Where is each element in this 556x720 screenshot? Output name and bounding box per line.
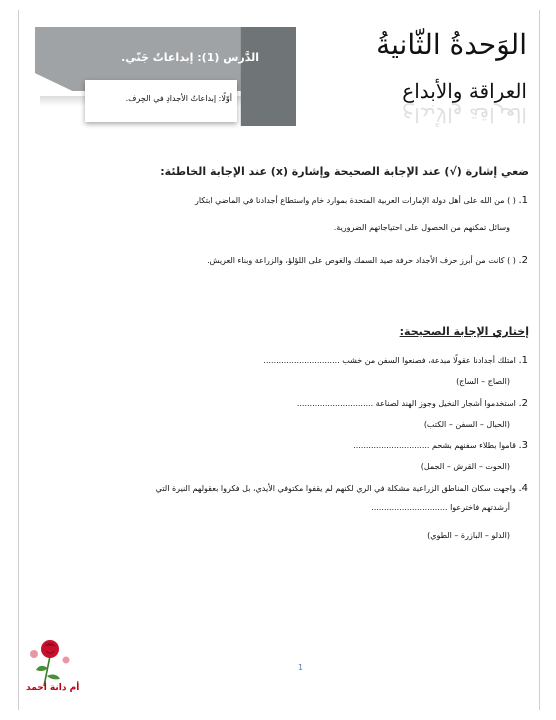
question-number: 3 [521, 440, 528, 451]
answer-paren[interactable]: ( ) [507, 196, 516, 205]
question-number: 2 [521, 255, 528, 266]
mc-question: 1. امتلك أجدادنا عقولًا مبدعة، فصنعوا السفن من خشب .............................. (الصاج – الساج) [263, 355, 528, 386]
section1-heading: ضعي إشارة (√) عند الإجابة الصحيحة وإشارة (x) عند الإجابة الخاطئة: [160, 165, 529, 178]
mc-question: 3. قاموا بطلاء سفنهم بشحم .............................. (الحوت – القرش – الجمل) [353, 440, 528, 471]
question-text: كانت من أبرز حرف الأجداد حرفة صيد السمك والغوص على اللؤلؤ، والزراعة وبناء العريش. [207, 256, 505, 265]
question-text-cont: أرشدتهم فاخترعوا .............................. [371, 503, 510, 512]
tf-question: 2. ( ) كانت من أبرز حرف الأجداد حرفة صيد السمك والغوص على اللؤلؤ، والزراعة وبناء العريش. [207, 255, 528, 266]
answer-paren[interactable]: ( ) [507, 256, 516, 265]
logo-text: أم دانة أحمد [26, 683, 80, 693]
unit-subtitle-reflection: العراقة والأبداع [402, 103, 527, 127]
question-text: قاموا بطلاء سفنهم بشحم .............................. [353, 441, 516, 450]
question-number: 4 [521, 483, 528, 494]
tf-question: 1. ( ) من الله على أهل دولة الإمارات العربية المتحدة بموارد خام واستطاع أجدادنا في الماضي ابتكار وسائل تمكنهم من الحصول على احتياجاتهم الضرورية. [194, 195, 528, 232]
topic-box [85, 80, 237, 122]
answer-options: (الصاج – الساج) [456, 377, 510, 386]
mc-question: 4. واجهت سكان المناطق الزراعية مشكلة في الري لكنهم لم يقفوا مكتوفي الأيدي، بل فكروا بعقولهم النيرة التي أرشدتهم فاخترعوا .............................. (الدلو – البازرة – الطوي) [155, 483, 528, 540]
question-text: امتلك أجدادنا عقولًا مبدعة، فصنعوا السفن من خشب .............................. [263, 356, 516, 365]
question-text: استخدموا أشجار النخيل وجوز الهند لصناعة .............................. [296, 399, 516, 408]
unit-subtitle: العراقة والأبداع [402, 79, 527, 103]
question-text: واجهت سكان المناطق الزراعية مشكلة في الري لكنهم لم يقفوا مكتوفي الأيدي، بل فكروا بعقولهم النيرة التي [155, 484, 516, 493]
mc-question: 2. استخدموا أشجار النخيل وجوز الهند لصناعة .............................. (الحبال – السفن – الكتب) [296, 398, 528, 429]
question-number: 1 [521, 355, 528, 366]
question-text-cont: وسائل تمكنهم من الحصول على احتياجاتهم الضرورية. [333, 223, 510, 232]
lesson-title: الدَّرس (1): إبداعاتٌ جَنّي. [121, 51, 259, 64]
unit-title: الوَحدةُ الثّانيةُ [376, 28, 527, 61]
section2-heading: إختاري الإجابة الصحيحة: [399, 325, 529, 338]
question-number: 2 [521, 398, 528, 409]
topic-title: أوّلًا: إبداعاتُ الأجدادِ في الحِرف. [125, 94, 232, 103]
question-text: من الله على أهل دولة الإمارات العربية المتحدة بموارد خام واستطاع أجدادنا في الماضي ابتكار [194, 196, 505, 205]
answer-options: (الحبال – السفن – الكتب) [423, 420, 510, 429]
question-number: 1 [521, 195, 528, 206]
answer-options: (الحوت – القرش – الجمل) [420, 462, 510, 471]
answer-options: (الدلو – البازرة – الطوي) [427, 531, 510, 540]
page-number: 1 [298, 663, 304, 672]
